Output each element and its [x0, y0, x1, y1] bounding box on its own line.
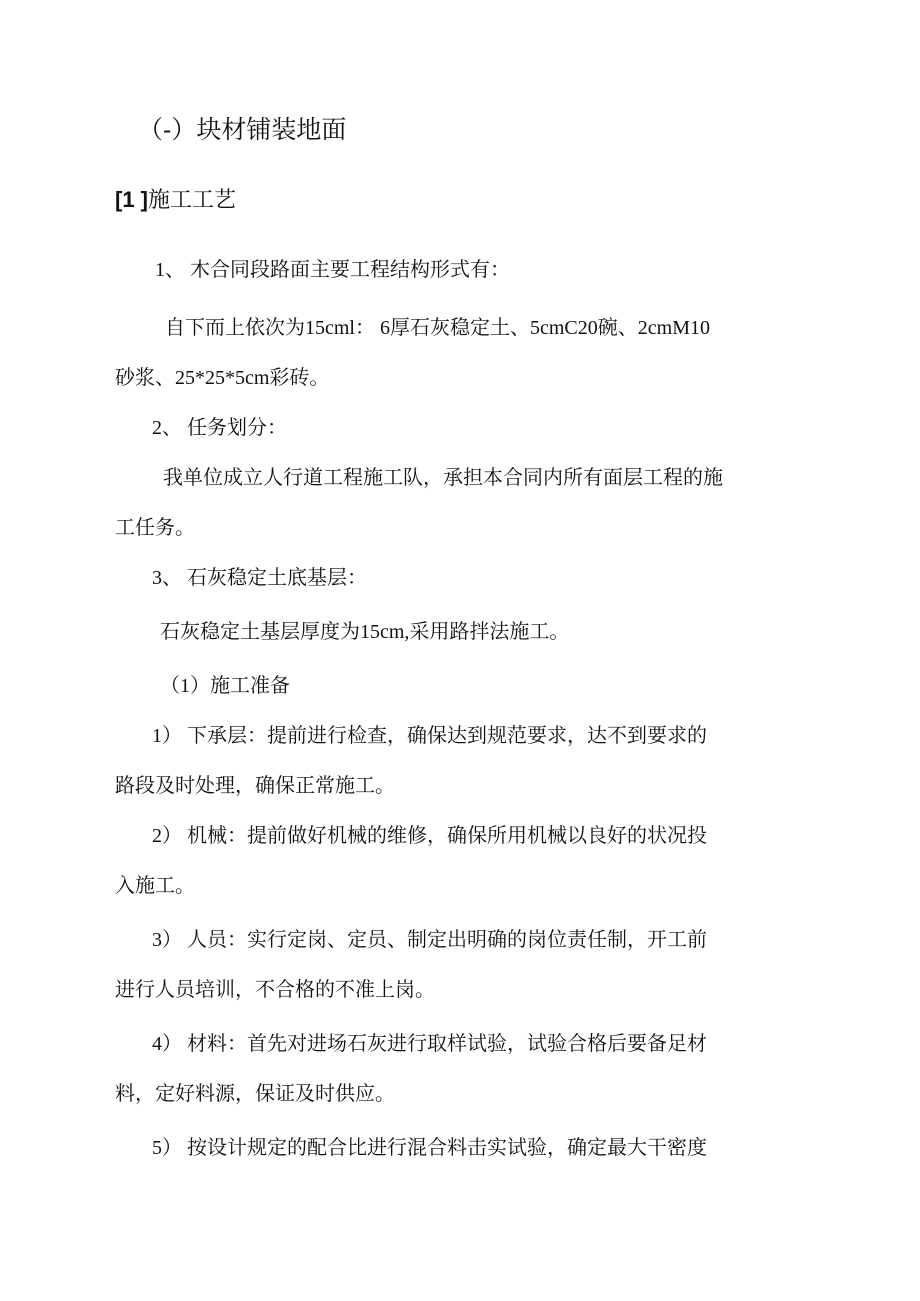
- section-title: （-）块材铺装地面: [138, 116, 347, 144]
- paragraph-line: 砂浆、25*25*5cm彩砖。: [115, 367, 330, 389]
- paragraph-line: 料，定好料源，保证及时供应。: [115, 1083, 395, 1105]
- paragraph-line: 3、 石灰稳定土底基层：: [152, 567, 367, 589]
- paragraph-line: 工任务。: [115, 517, 195, 539]
- paragraph-line: （1）施工准备: [160, 675, 290, 697]
- paragraph-line: 自下而上依次为15cml： 6厚石灰稳定土、5cmC20碗、2cmM10: [165, 317, 710, 339]
- paragraph-line: 路段及时处理，确保正常施工。: [115, 775, 395, 797]
- paragraph-line: 进行人员培训，不合格的不准上岗。: [115, 979, 435, 1001]
- paragraph-line: 1、 木合同段路面主要工程结构形式有：: [155, 259, 510, 281]
- subsection-title: 施工工艺: [148, 187, 237, 212]
- paragraph-line: 我单位成立人行道工程施工队，承担本合同内所有面层工程的施: [163, 467, 723, 489]
- paragraph-line: 入施工。: [115, 875, 195, 897]
- paragraph-line: 5） 按设计规定的配合比进行混合料击实试验，确定最大干密度: [152, 1137, 707, 1159]
- paragraph-line: 4） 材料：首先对进场石灰进行取样试验，试验合格后要备足材: [152, 1033, 707, 1055]
- paragraph-line: 3） 人员：实行定岗、定员、制定出明确的岗位责任制，开工前: [152, 929, 707, 951]
- subsection-number: [1 ]: [115, 187, 148, 212]
- paragraph-line: 石灰稳定土基层厚度为15cm,采用路拌法施工。: [160, 621, 570, 643]
- subsection-heading: [115, 186, 236, 214]
- paragraph-line: 1） 下承层：提前进行检查，确保达到规范要求，达不到要求的: [152, 725, 707, 747]
- paragraph-line: 2） 机械：提前做好机械的维修，确保所用机械以良好的状况投: [152, 825, 707, 847]
- paragraph-line: 2、 任务划分：: [152, 417, 287, 439]
